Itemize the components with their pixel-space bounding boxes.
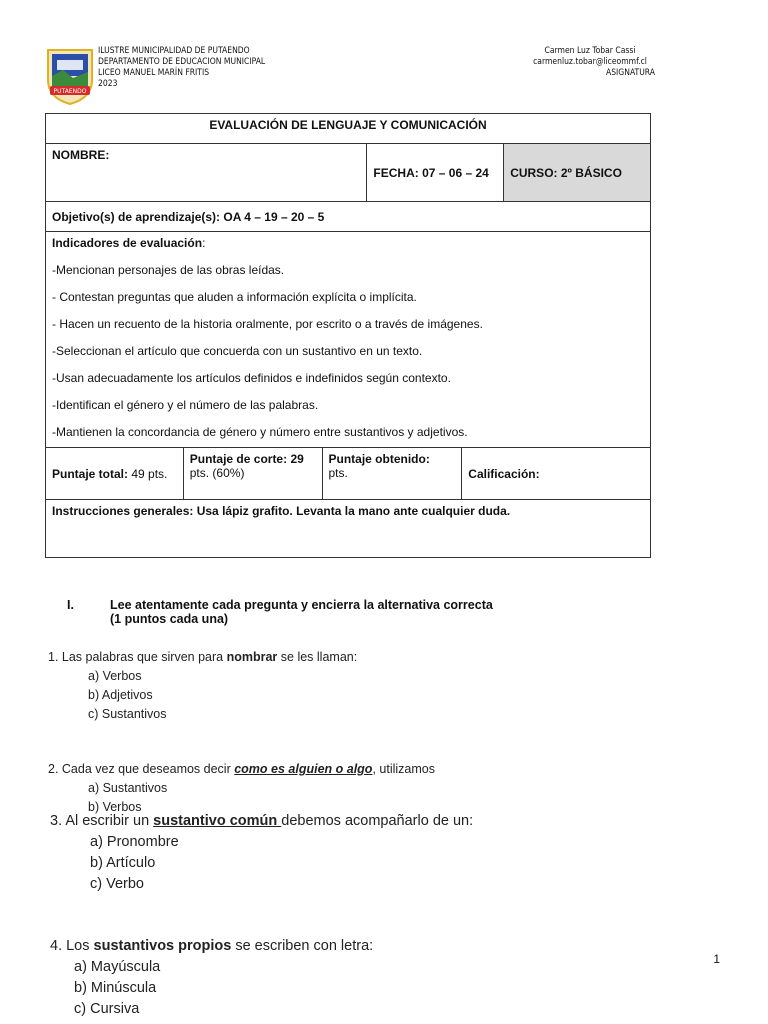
fecha-field: FECHA: 07 – 06 – 24 xyxy=(367,144,504,202)
option-b[interactable]: b) Verbos xyxy=(88,800,142,814)
question-stem: 4. Los sustantivos propios se escriben con letra: xyxy=(50,938,374,954)
school-line: 2023 xyxy=(98,79,118,89)
section-number: I. xyxy=(67,598,74,612)
section-title: Lee atentamente cada pregunta y encierra la alternativa correcta xyxy=(110,598,493,612)
option-b[interactable]: b) Minúscula xyxy=(74,980,157,996)
option-a[interactable]: a) Verbos xyxy=(88,669,142,683)
objetivo-row: Objetivo(s) de aprendizaje(s): OA 4 – 19 – 20 – 5 xyxy=(46,202,651,232)
calificacion-field[interactable]: Calificación: xyxy=(462,448,651,500)
option-a[interactable]: a) Pronombre xyxy=(90,834,179,850)
option-c[interactable]: c) Verbo xyxy=(90,876,144,892)
evaluation-form xyxy=(45,113,651,558)
option-a[interactable]: a) Mayúscula xyxy=(74,959,161,975)
indicador-item: -Mencionan personajes de las obras leídas. xyxy=(52,263,285,277)
indicador-item: -Seleccionan el artículo que concuerda con un sustantivo en un texto. xyxy=(52,344,423,358)
school-line: LICEO MANUEL MARÍN FRITIS xyxy=(98,68,210,78)
nombre-field[interactable]: NOMBRE: xyxy=(46,144,367,202)
school-line: ILUSTRE MUNICIPALIDAD DE PUTAENDO xyxy=(98,46,250,56)
question-stem: 3. Al escribir un sustantivo común debemos acompañarlo de un: xyxy=(50,813,474,829)
option-b[interactable]: b) Adjetivos xyxy=(88,688,153,702)
puntaje-obtenido[interactable]: Puntaje obtenido: pts. xyxy=(322,448,462,500)
indicadores-cell xyxy=(46,232,651,448)
teacher-email: carmenluz.tobar@liceommf.cl xyxy=(533,57,647,67)
puntaje-total: Puntaje total: 49 pts. xyxy=(46,448,184,500)
logo-text: PUTAENDO xyxy=(53,88,87,95)
indicador-item: -Identifican el género y el número de las palabras. xyxy=(52,398,319,412)
page-number: 1 xyxy=(713,952,720,966)
indicador-item: - Contestan preguntas que aluden a información explícita o implícita. xyxy=(52,290,417,304)
question-1 xyxy=(48,648,357,724)
instrucciones-row: Instrucciones generales: Usa lápiz grafito. Levanta la mano ante cualquier duda. xyxy=(46,500,651,558)
option-a[interactable]: a) Sustantivos xyxy=(88,781,168,795)
form-title: EVALUACIÓN DE LENGUAJE Y COMUNICACIÓN xyxy=(46,114,651,144)
school-line: DEPARTAMENTO DE EDUCACION MUNICIPAL xyxy=(98,57,266,67)
indicador-item: -Usan adecuadamente los artículos definidos e indefinidos según contexto. xyxy=(52,371,451,385)
question-stem: 2. Cada vez que deseamos decir como es alguien o algo, utilizamos xyxy=(48,762,435,776)
section-subtitle: (1 puntos cada una) xyxy=(110,612,229,626)
question-2 xyxy=(48,760,548,814)
question-3 xyxy=(50,811,473,895)
question-4 xyxy=(50,936,373,1020)
teacher-info xyxy=(475,46,655,79)
teacher-name: Carmen Luz Tobar Cassi xyxy=(544,46,636,56)
subject-label: ASIGNATURA xyxy=(605,68,655,78)
indicadores-title: Indicadores de evaluación: xyxy=(52,236,206,250)
question-stem: 1. Las palabras que sirven para nombrar se les llaman: xyxy=(48,650,358,664)
school-logo xyxy=(45,46,95,106)
option-c[interactable]: c) Sustantivos xyxy=(88,707,167,721)
school-info xyxy=(98,46,265,90)
curso-field: CURSO: 2º BÁSICO xyxy=(504,144,651,202)
indicador-item: -Mantienen la concordancia de género y número entre sustantivos y adjetivos. xyxy=(52,425,468,439)
option-c[interactable]: c) Cursiva xyxy=(74,1001,140,1017)
option-b[interactable]: b) Artículo xyxy=(90,855,156,871)
section-heading xyxy=(67,598,493,626)
indicador-item: - Hacen un recuento de la historia oralmente, por escrito o a través de imágenes. xyxy=(52,317,483,331)
puntaje-corte: Puntaje de corte: 29 pts. (60%) xyxy=(183,448,322,500)
